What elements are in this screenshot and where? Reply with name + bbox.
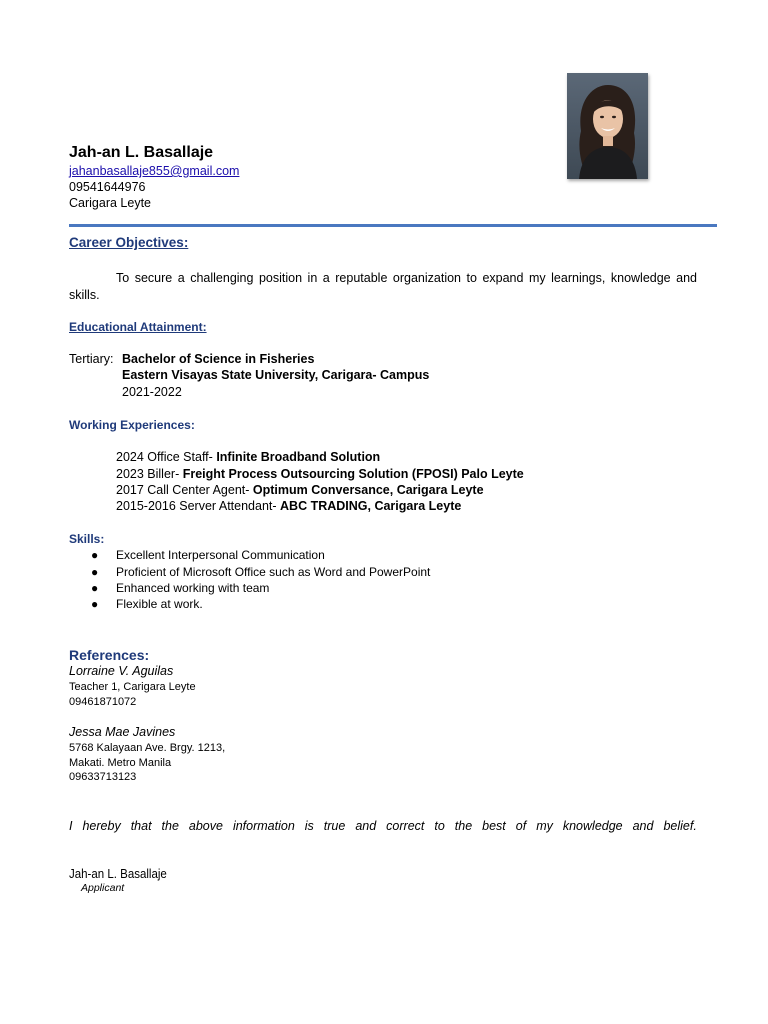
- reference-name: Jessa Mae Javines: [69, 725, 176, 739]
- education-years: 2021-2022: [122, 385, 182, 399]
- header-divider: [69, 224, 717, 227]
- reference-city: Makati. Metro Manila: [69, 757, 172, 769]
- declaration-statement: I hereby that the above information is true and correct to the best of my knowledge and belief.: [69, 819, 697, 833]
- signature-name: Jah-an L. Basallaje: [69, 867, 167, 881]
- reference-name: Lorraine V. Aguilas: [69, 664, 174, 678]
- skills-heading: Skills:: [69, 532, 105, 546]
- work-heading: Working Experiences:: [69, 418, 195, 432]
- applicant-name: Jah-an L. Basallaje: [69, 144, 214, 161]
- skill-item: ● Flexible at work.: [91, 597, 203, 611]
- reference-phone: 09461871072: [69, 696, 137, 708]
- email-link[interactable]: jahanbasallaje855@gmail.com: [69, 164, 240, 178]
- career-objective-text: To secure a challenging position in a reputable organization to expand my learnings, knowledge and skills.: [69, 271, 697, 302]
- reference-phone: 09633713123: [69, 771, 137, 783]
- education-heading: Educational Attainment:: [69, 320, 207, 334]
- work-item: 2024 Office Staff- Infinite Broadband Solution: [116, 450, 381, 464]
- work-item: 2017 Call Center Agent- Optimum Conversance, Carigara Leyte: [116, 483, 484, 497]
- references-heading: References:: [69, 647, 150, 663]
- education-school: Eastern Visayas State University, Carigara- Campus: [122, 368, 430, 382]
- phone-number: 09541644976: [69, 180, 146, 194]
- education-label: Tertiary:: [69, 352, 114, 366]
- education-degree: Bachelor of Science in Fisheries: [122, 352, 315, 366]
- skill-item: ● Proficient of Microsoft Office such as Word and PowerPoint: [91, 565, 431, 579]
- reference-address: 5768 Kalayaan Ave. Brgy. 1213,: [69, 742, 226, 754]
- signature-role: Applicant: [81, 882, 125, 894]
- skill-item: ● Enhanced working with team: [91, 581, 270, 595]
- profile-photo: [567, 73, 648, 179]
- bullet-icon: ●: [91, 581, 99, 595]
- bullet-icon: ●: [91, 548, 99, 562]
- work-item: 2023 Biller- Freight Process Outsourcing Solution (FPOSI) Palo Leyte: [116, 467, 524, 481]
- skill-item: ● Excellent Interpersonal Communication: [91, 548, 325, 562]
- address: Carigara Leyte: [69, 196, 151, 210]
- reference-detail: Teacher 1, Carigara Leyte: [69, 681, 196, 693]
- bullet-icon: ●: [91, 597, 99, 611]
- bullet-icon: ●: [91, 565, 99, 579]
- career-objectives-heading: Career Objectives:: [69, 235, 189, 250]
- work-item: 2015-2016 Server Attendant- ABC TRADING, Carigara Leyte: [116, 499, 462, 513]
